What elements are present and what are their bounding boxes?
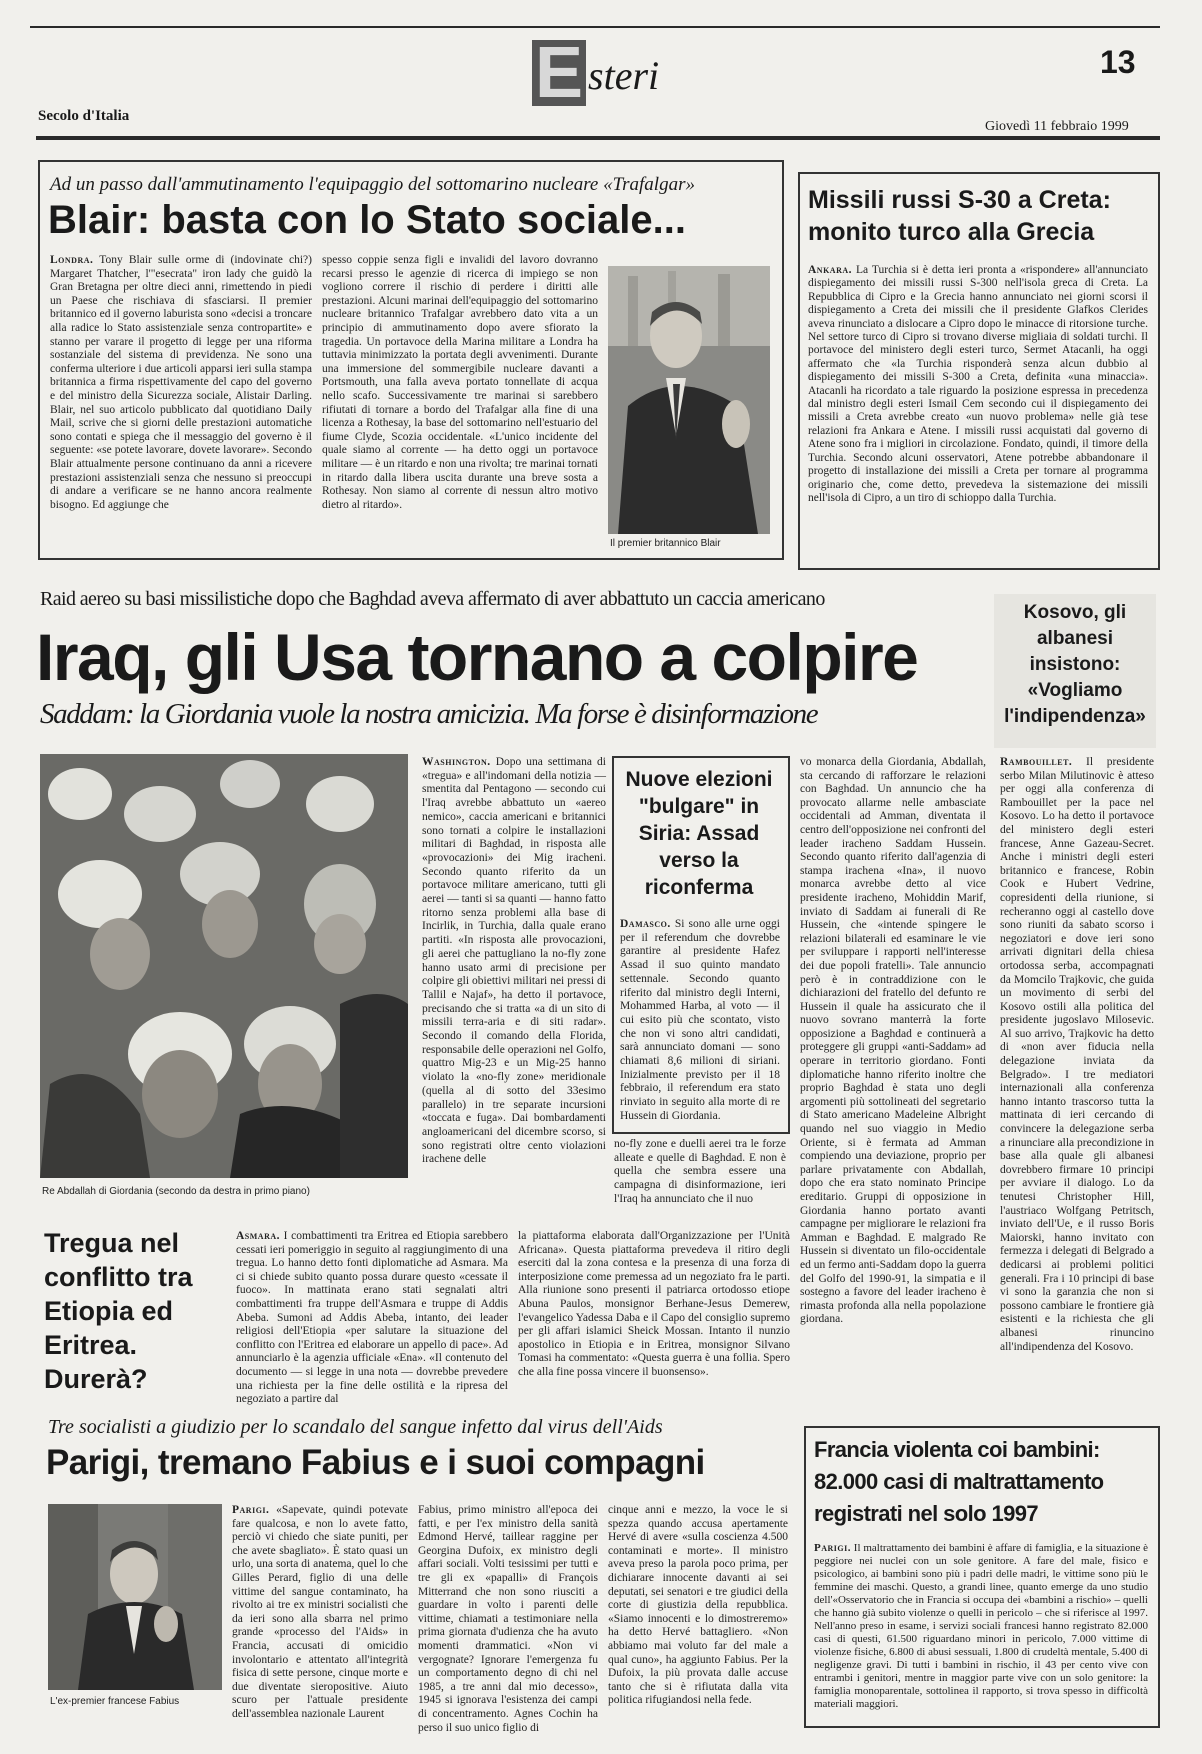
missili-headline: Missili russi S-30 a Creta: monito turco alla Grecia (808, 186, 1111, 246)
iraq-subhead: Saddam: la Giordania vuole la nostra amicizia. Ma forse è disinformazione (40, 698, 818, 730)
masthead-rule (36, 136, 1160, 140)
iraq-col3-text: vo monarca della Giordania, Abdallah, sta cercando di rafforzare le relazioni con Baghdad. Un annuncio che ha provocato allarme nelle ambasciate occidentali ad Amman, diventata il centro dell'opposizione nei confronti del leader iracheno Saddam Hussein. Secondo quanto riferito dall'agenzia di stampa irachena «Ina», il nuovo monarca avrebbe detto al vice presidente iracheno, Mohiddin Marif, inviato di Saddam ai funerali di Re Hussein, che «intende spingere le relazioni bilaterali ed esaminare le vie per sviluppare i rapporti nell'interesse dei due popoli fratelli». Tale annuncio però è in contraddizione con le dichiarazioni del fratello del defunto re Hussein il quale ha assicurato che il nuovo sovrano manterrà la forte opposizione a Baghdad e continuerà a proteggere gli gruppi «anti-Saddam» ad operare in territorio giordano. Fonti diplomatiche hanno riferito inoltre che proprio Baghdad è stata uno degli argomenti più sottolineati del segretario di Stato americano Madeleine Albright quando nel suo viaggio in Medio Oriente, si è fermata ad Amman compiendo una deviazione, proprio per parlare privatamente con Abdallah, dopo che era stato nominato Principe ereditario. Gruppi di opposizione in Giordania hanno portato avanti campagne per migliorare le relazioni fra Amman e Baghdad. E malgrado Re Hussein si diventato un filo-occidentale ed un fermo anti-Saddam dopo la guerra del Golfo del 1990-91, la simpatia e il sostegno a favore del leader iracheno è rimasta profonda alla nella popolazione giordana. (800, 756, 986, 1326)
iraq-kicker: Raid aereo su basi missilistiche dopo che Baghdad aveva affermato di aver abbattuto un caccia americano (40, 588, 825, 610)
parigi-col1-text: «Sapevate, quindi potevate fare qualcosa, e non lo avete fatto, perciò vi chiedo che siate puniti, per che avete sbagliato». È stato quasi un urlo, una sorta di anatema, quel lo che Gilles Perard, figlio di una delle vittime del sangue contaminato, ha rivolto ai tre ex ministri socialisti che da ieri sono alla sbarra nel primo grande «processo del l'Aids» in Francia, accusati di omicidio involontario e attentato all'integrità fisica di sette persone, cinque morte e due diventate sieropositive. Aiuto scuro per l'attuale presidente dell'assemblea nazionale Laurent (232, 1504, 408, 1720)
missili-dateline: Ankara. (808, 264, 853, 276)
section-rest: steri (588, 53, 660, 98)
tregua-headline: Tregua nel conflitto tra Etiopia ed Eritrea. Durerà? (44, 1228, 193, 1394)
blair-photo-image (608, 266, 770, 534)
siria-headline: Nuove elezioni "bulgare" in Siria: Assad verso la riconferma (625, 768, 773, 899)
tregua-dateline: Asmara. (236, 1230, 281, 1242)
tregua-col1-text: I combattimenti tra Eritrea ed Etiopia sarebbero cessati ieri pomeriggio in seguito al raggiungimento di una tregua. Lo hanno detto fonti diplomatiche ad Asmara. Ma ci si chiede subito quanto possa durare questo «cessate il fuoco». In mattinata erano stati segnalati altri combattimenti fra truppe dell'Asmara e truppe di Addis Abeba. Sumoni ad Addis Abeba, intanto, dei leader religiosi dell'Etiopia «per salutare la situazione del conflitto con l'Eritrea ed elaborare un appello di pace». Ad annunciarlo è la agenzia ufficiale «Ena». «Il contenuto del documento — si legge in una nota — dovrebbe prevedere una richiesta per la fine delle ostilità e la ripresa del negoziato a partire dal (236, 1230, 509, 1406)
page-date: Giovedì 11 febbraio 1999 (985, 119, 1129, 134)
page-number: 13 (1100, 44, 1136, 80)
siria-dateline: Damasco. (620, 918, 671, 930)
iraq-col2-continued: no-fly zone e duelli aerei tra le forze alleate e quelle di Baghdad. E non è quella che sembra essere una campagna di disinformazione, ieri l'Iraq ha annunciato che il nuo (614, 1138, 786, 1205)
parigi-dateline: Parigi. (232, 1504, 270, 1516)
kosovo-dateline: Rambouillet. (1000, 756, 1073, 768)
tregua-col2-text: la piattaforma elaborata dall'Organizzazione per l'Unità Africana». Questa piattaforma prevedeva il ritiro degli eserciti dal la zona contesa e la presenza di una forza di interposizione come premessa ad un negoziato fra le parti. Alla riunione sono presenti il patriarca ortodosso etiope Abuna Paulos, monsignor Berhane-Jesus Demerew, l'evangelico Yadessa Daba e il Capo del consiglio supremo per gli affari islamici Sheick Mossan. Intanto il nunzio apostolico in Etiopia e in Eritrea, monsignor Silvano Tomasi ha commentato: «Questa guerra è una follia. Spero che alla fine possa vincere il buonsenso». (518, 1230, 790, 1378)
paper-name: Secolo d'Italia (38, 108, 130, 124)
kosovo-text: Il presidente serbo Milan Milutinovic è atteso per oggi alla conferenza di Rambouillet per la pace nel Kosovo. Lo ha detto il portavoce del ministero degli esteri francese, Anne Gazeau-Secret. Anche i ministri degli esteri britannico e francese, Robin Cook e Hubert Vedrine, copresidenti della riunione, si recheranno oggi al castello dove sono riuniti da sabato scorso i negoziatori e dove ieri sono arrivati dignitari della chiesa ortodossa serba, accompagnati da Momcilo Trajkovic, che guida un movimento di serbi del Kosovo ostili alla politica del presidente jugoslavo Milosevic. Al suo arrivo, Trajkovic ha detto di «non aver fiducia nella delegazione inviata da Belgrado». I tre mediatori internazionali alla conferenza hanno intanto trascorso tutta la mattinata di ieri cercando di convincere la delegazione serba a rinunciare alla precondizione in base alla quale gli albanesi dovrebbero firmare 10 principi per avviare il dialogo. Lo da tenutesi Christopher Hill, l'austriaco Wolfgang Petritsch, inviato dell'Ue, e il russo Boris Maiorski, hanno invitato con fermezza i delegati di Belgrado a dedicarsi ai problemi politici generali. Fra i 10 principi di base vi sono la garanzia che non si possono cambiare le frontiere già esistenti e la richiesta che gli albanesi rinuncino all'indipendenza del Kosovo. (1000, 756, 1154, 1353)
siria-text: Si sono alle urne oggi per il referendum che dovrebbe garantire al presidente Hafez Assad il suo quinto mandato settennale. Secondo quanto riferito dal ministro degli Interni, Mohammed Harba, al voto — il cui esito più che scontato, visto che non vi sono altri candidati, sarà annunciato domani — sono chiamati 8,6 milioni di siriani. Inizialmente previsto per il 18 febbraio, il referendum era stato rinviato in seguito alla morte di re Hussein di Giordania. (620, 918, 780, 1122)
francia-dateline: Parigi. (814, 1542, 851, 1554)
iraq-col3 (800, 756, 986, 1376)
section-title (532, 33, 660, 113)
tregua-col2 (518, 1230, 790, 1380)
iraq-headline: Iraq, gli Usa tornano a colpire (36, 620, 918, 694)
tregua-col1 (236, 1230, 509, 1406)
parigi-col2-text: Fabius, primo ministro all'epoca dei fatti, e per l'ex ministro della sanità Edmond Hervé, taillear raggine per Georgina Dufoix, ex ministro degli affari sociali. Volti tesissimi per tutti e tre gli ex «papalli» di François Mitterrand che non sono riusciti a guardare in volto i parenti delle vittime, chiamati a testimoniare nella prima giornata d'udienza che ha avuto momenti drammatici. «Non vi vergognate? Ignorare l'emergenza fu un comportamento degno di chi nel 1985, a tre anni dal mio decesso», 1945 si ignorava l'esistenza dei campi di concentramento. Agnes Cochin ha perso il suo unico figlio di (418, 1504, 598, 1734)
francia-headline: Francia violenta coi bambini: 82.000 casi di maltrattamento registrati nel solo 1997 (814, 1437, 1104, 1526)
blair-col1 (50, 254, 312, 544)
parigi-col1 (232, 1504, 408, 1726)
blair-col1-text: Tony Blair sulle orme di (indovinate chi?) Margaret Thatcher, l'"esecrata" iron lady che guidò la Gran Bretagna per oltre dieci anni, rimettendo in piedi un Paese che rischiava di sfasciarsi. Il premier britannico ed il governo laburista sono «decisi a troncare alla radice lo Stato assistenziale senza contropartite» e stanno per varare il progetto di legge per una riforma sostanziale del sistema di previdenza. Ne sono una conferma ulteriore i due articoli apparsi ieri sulla stampa britannica a firma rispettivamente del capo del governo e del ministro della Sicurezza sociale, Alistair Darling. Blair, nel suo articolo pubblicato dal quotidiano Daily Mail, scrive che si giorni delle prestazioni automatiche sono contati e spiega che il messaggio del governo è il seguente: «se potete lavorare, dovete lavorare». Secondo Blair attualmente persone continuano da anni a ricevere prestazioni assistenziali senza che nessuno si preoccupi di andare a verificare se ne hanno ancora realmente bisogno. Ed aggiunge che (50, 254, 312, 511)
blair-dateline: Londra. (50, 254, 94, 266)
iraq-col1 (422, 756, 606, 1202)
blair-headline: Blair: basta con lo Stato sociale... (48, 198, 686, 242)
parigi-photo (48, 1504, 222, 1690)
kosovo-headline: Kosovo, gli albanesi insistono: «Vogliamo l'indipendenza» (1004, 602, 1146, 727)
blair-kicker: Ad un passo dall'ammutinamento l'equipaggio del sottomarino nucleare «Trafalgar» (50, 174, 695, 195)
blair-photo (608, 266, 770, 534)
iraq-dateline: Washington. (422, 756, 491, 768)
missili-text: La Turchia si è detta ieri pronta a «rispondere» all'annunciato dispiegamento dei missili russi S-300 nell'isola greca di Creta. La Repubblica di Cipro e la Grecia hanno annunciato nei giorni scorsi il dispiegamento a Creta dei missili che il presidente Glafkos Clerides aveva rinunciato a dislocare a Cipro dopo le minacce di ritorsione turche. Nel settore turco di Cipro si trovano diverse migliaia di soldati turchi. Il portavoce del ministero degli esteri turco, Sermet Atacanli, ha oggi affermato che «la Turchia risponderà senza alcun dubbio al dispiegamento dei missili S-300 a Creta, definita «una minaccia». Atacanli ha ricordato a tale riguardo la posizione espressa in precedenza dal ministro degli esteri Ismail Cem secondo cui il dispiegamento dei missili a Creta avrebbe creato «un nuovo problema» nelle già tese relazioni fra Ankara e Atene. I missili russi acquistati dal governo di Atene sono fra i migliori in circolazione. Fondato, quindi, il timore della Turchia. Secondo alcuni osservatori, Atene potrebbe abbandonare il progetto di installazione dei missili a Creta per tornare al programma originario che, come detto, prevedeva la sistemazione dei missili nell'isola di Cipro, a un tiro di schioppo dalla Turchia. (808, 264, 1149, 504)
kosovo-text-block (1000, 756, 1154, 1376)
iraq-photo-caption: Re Abdallah di Giordania (secondo da destra in primo piano) (42, 1186, 310, 1197)
parigi-kicker: Tre socialisti a giudizio per lo scandalo del sangue infetto dal virus dell'Aids (48, 1416, 663, 1438)
section-initial: E (532, 40, 586, 106)
parigi-col3-text: cinque anni e mezzo, la voce le si spezza quando accusa apertamente Hervé di avere «sulla coscienza 4.500 contaminati e morte». Il ministro aveva preso la parola poco prima, per dichiarare innocente davanti ai sei deputati, sei senatori e tre giudici della corte di giustizia della repubblica. «Siamo innocenti e lo dimostreremo» ha detto Hervé battagliero. «Non abbiamo mai voluto far del male a qual cuno», ha aggiunto Fabius. Per la Dufoix, la più provata dalle accuse tanto che si è rifiutata dalla vita politica rifugiandosi nella fede. (608, 1504, 788, 1707)
iraq-photo-image (40, 754, 408, 1178)
francia-text: Il maltrattamento dei bambini è affare di famiglia, e la situazione è peggiore nei nuclei con un sole genitore. A fare del male, fisico e psicologico, ai bambini sono più i padri delle madri, le vittime sono più le femmine dei maschi. Questo, a grandi linee, quanto emerge da uno studio dell'«Osservatorio che in Francia si occupa dei «bambini a rischio» – quelli che hanno già subito violenze o quelli in pericolo – che si riferisce al 1997. Nell'anno preso in esame, i servizi sociali francesi hanno registrato 82.000 casi di questi, 61.500 riguardano minori in pericolo, 7.000 vittime di violenze fisiche, 6.800 di abusi sessuali, 1.800 di crudeltà mentale, 5.400 di negligenze gravi. Di tutti i bambini in rischio, il 43 per cento vive con entrambi i genitori, mentre in maggior parte vive con un solo genitore: la famiglia monoparentale, sottolinea il rapporto, si trova spesso in difficoltà materiali maggiori. (814, 1542, 1149, 1710)
missili-text-block (808, 264, 1148, 556)
parigi-headline: Parigi, tremano Fabius e i suoi compagni (46, 1443, 705, 1482)
parigi-col3 (608, 1504, 788, 1726)
top-rule (30, 26, 1160, 28)
blair-photo-caption: Il premier britannico Blair (610, 538, 721, 549)
iraq-col1-text: Dopo una settimana di «tregua» e all'indomani della notizia — smentita dal Pentagono — secondo cui l'Iraq avrebbe abbattuto un «aereo nemico», caccia americani e britannici sono tornati a colpire le installazioni militari di Baghdad, in risposta alle «provocazioni» dei Mig iracheni. Secondo quanto riferito da un portavoce militare americano, tutti gli aerei — tanti si sa quanti — hanno fatto ritorno senza problemi alla base di Incirlik, in Turchia, dalla quale erano partiti. «In risposta alle provocazioni, gli aerei che pattugliano la no-fly zone hanno usato armi di precisione per colpire gli obiettivi militari nei pressi di Tallil e Najaf», ha detto il portavoce, precisando che si tratta «a di un sito di missili terra-aria e di siti radar». Secondo il comando della Florida, responsabile delle operazioni nel Golfo, quattro Mig-23 e un Mig-25 hanno violato la «no-fly zone» meridionale (quella al di sotto del 33esimo parallelo) in tre separate incursioni «toccata e fuga». Dai bombardamenti angloamericani del dicembre scorso, si sono registrati oltre cento violazioni irachene delle (422, 756, 606, 1166)
parigi-photo-image (48, 1504, 222, 1690)
siria-text-block (620, 918, 780, 1124)
iraq-photo (40, 754, 408, 1178)
francia-text-block (814, 1542, 1148, 1716)
blair-col2-text: spesso coppie senza figli e invalidi del lavoro dovranno recarsi presso le agenzie di ricerca di impiego se non vogliono correre il rischio di perdere i diritti alle prestazioni. Alcuni marinai dell'equipaggio del sottomarino nucleare britannico Trafalgar avrebbero dato vita a un principio di ammutinamento dopo avere sfiorato la tragedia. Un portavoce della Marina militare a Londra ha tuttavia minimizzato la portata degli avvenimenti. Durante una immersione del sommergibile nucleare davanti a Portsmouth, una falla aveva portato tonnellate di acqua nello scafo. Successivamente tre marinai si sarebbero rifiutati di tornare a bordo del Trafalgar alla fine di una licenza a Rothesay, la base del sottomarino nell'estuario del fiume Clyde, Scozia occidentale. «L'unico incidente del quale siamo al corrente — ha detto oggi un portavoce militare — è un ritardo e non una rivolta; tre marinai tornati in ritardo dalla libera uscita durante una breve sosta a Rothesay. Non siamo al corrente di nessun altro motivo dietro al ritardo». (322, 254, 598, 511)
parigi-photo-caption: L'ex-premier francese Fabius (50, 1696, 180, 1707)
blair-col2 (322, 254, 598, 544)
parigi-col2 (418, 1504, 598, 1734)
